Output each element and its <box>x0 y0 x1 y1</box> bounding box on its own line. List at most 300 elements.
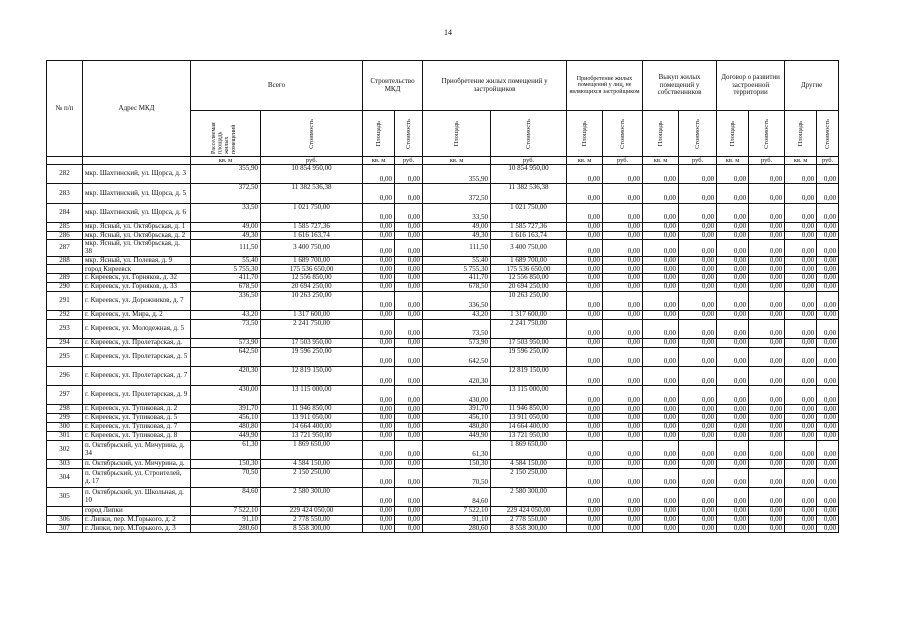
row-other-area: 0,00 <box>785 487 817 506</box>
row-total-cost: 12 819 150,00 <box>261 367 363 386</box>
row-number: 306 <box>47 515 83 524</box>
row-construction-cost: 0,00 <box>395 165 423 184</box>
row-number: 290 <box>47 283 83 292</box>
row-purchase-area: 33,50 <box>423 203 491 222</box>
header-contract: Договор о развитии застроенной территории <box>717 61 785 111</box>
row-resettled-area: 480,80 <box>191 422 261 431</box>
row-nondev-cost: 0,00 <box>603 440 643 459</box>
row-buyout-area: 0,00 <box>643 414 679 423</box>
table-row <box>47 184 839 203</box>
row-total-cost: 12 556 850,00 <box>261 274 363 283</box>
row-purchase-area: 456,10 <box>423 414 491 423</box>
row-purchase-cost: 19 596 250,00 <box>491 347 567 366</box>
row-purchase-area: 70,50 <box>423 468 491 487</box>
row-number: 304 <box>47 468 83 487</box>
row-construction-area: 0,00 <box>363 414 395 423</box>
row-contract-cost: 0,00 <box>749 347 785 366</box>
row-nondev-area: 0,00 <box>567 283 603 292</box>
row-contract-cost: 0,00 <box>749 311 785 320</box>
row-total-cost: 1 616 163,74 <box>261 231 363 240</box>
table-row <box>47 319 839 338</box>
row-construction-area: 0,00 <box>363 231 395 240</box>
row-number <box>47 265 83 274</box>
row-nondev-cost: 0,00 <box>603 203 643 222</box>
row-address: мкр. Ясный, ул. Октябрьская, д. 38 <box>83 240 191 256</box>
row-contract-cost: 0,00 <box>749 240 785 256</box>
row-other-area: 0,00 <box>785 311 817 320</box>
row-construction-cost: 0,00 <box>395 414 423 423</box>
row-resettled-area: 573,90 <box>191 339 261 348</box>
row-construction-cost: 0,00 <box>395 487 423 506</box>
row-resettled-area: 642,50 <box>191 347 261 366</box>
row-purchase-area: 150,30 <box>423 459 491 468</box>
row-nondev-cost: 0,00 <box>603 319 643 338</box>
row-buyout-cost: 0,00 <box>679 367 717 386</box>
table-row <box>47 311 839 320</box>
row-other-area: 0,00 <box>785 265 817 274</box>
header-cost: Стоимость <box>404 118 412 149</box>
row-other-cost: 0,00 <box>817 386 839 405</box>
row-buyout-area: 0,00 <box>643 468 679 487</box>
row-contract-area: 0,00 <box>717 405 749 414</box>
row-buyout-area: 0,00 <box>643 291 679 310</box>
table-row <box>47 440 839 459</box>
row-construction-cost: 0,00 <box>395 459 423 468</box>
row-nondev-cost: 0,00 <box>603 184 643 203</box>
row-address: п. Октябрьский, ул. Школьная, д. 10 <box>83 487 191 506</box>
row-number: 291 <box>47 291 83 310</box>
row-other-cost: 0,00 <box>817 468 839 487</box>
row-other-cost: 0,00 <box>817 265 839 274</box>
row-construction-area: 0,00 <box>363 240 395 256</box>
row-nondev-cost: 0,00 <box>603 291 643 310</box>
row-number: 293 <box>47 319 83 338</box>
unit-m2: кв. м <box>423 157 491 165</box>
row-number: 282 <box>47 165 83 184</box>
row-number: 301 <box>47 431 83 440</box>
header-total: Всего <box>191 61 363 111</box>
row-nondev-area: 0,00 <box>567 431 603 440</box>
row-address: г. Киреевск, ул. Молодежная, д. 5 <box>83 319 191 338</box>
row-construction-cost: 0,00 <box>395 405 423 414</box>
row-total-cost: 1 317 600,00 <box>261 311 363 320</box>
row-other-area: 0,00 <box>785 240 817 256</box>
row-number: 305 <box>47 487 83 506</box>
row-contract-area: 0,00 <box>717 203 749 222</box>
row-purchase-cost: 175 536 650,00 <box>491 265 567 274</box>
row-purchase-area: 111,50 <box>423 240 491 256</box>
row-buyout-area: 0,00 <box>643 256 679 265</box>
row-address: г. Киреевск, ул. Тупиковая, д. 2 <box>83 405 191 414</box>
row-nondev-cost: 0,00 <box>603 468 643 487</box>
row-construction-cost: 0,00 <box>395 222 423 231</box>
row-purchase-cost: 14 664 400,00 <box>491 422 567 431</box>
row-nondev-area: 0,00 <box>567 468 603 487</box>
row-total-cost: 2 580 300,00 <box>261 487 363 506</box>
row-construction-area: 0,00 <box>363 339 395 348</box>
row-construction-area: 0,00 <box>363 524 395 533</box>
row-buyout-area: 0,00 <box>643 319 679 338</box>
row-address: г. Киреевск, ул. Тупиковая, д. 8 <box>83 431 191 440</box>
table-row <box>47 240 839 256</box>
row-buyout-cost: 0,00 <box>679 414 717 423</box>
row-buyout-area: 0,00 <box>643 165 679 184</box>
table-row <box>47 367 839 386</box>
row-nondev-cost: 0,00 <box>603 165 643 184</box>
row-purchase-cost: 1 616 163,74 <box>491 231 567 240</box>
row-buyout-area: 0,00 <box>643 184 679 203</box>
row-total-cost: 175 536 650,00 <box>261 265 363 274</box>
unit-rub: руб. <box>603 157 643 165</box>
page-number: 14 <box>444 28 452 37</box>
row-total-cost: 13 911 050,00 <box>261 414 363 423</box>
row-purchase-cost: 17 503 950,00 <box>491 339 567 348</box>
row-nondev-area: 0,00 <box>567 311 603 320</box>
row-nondev-cost: 0,00 <box>603 414 643 423</box>
row-contract-cost: 0,00 <box>749 367 785 386</box>
row-total-cost: 2 778 550,00 <box>261 515 363 524</box>
row-buyout-area: 0,00 <box>643 311 679 320</box>
row-nondev-area: 0,00 <box>567 414 603 423</box>
row-total-cost: 11 382 536,38 <box>261 184 363 203</box>
row-nondev-area: 0,00 <box>567 524 603 533</box>
row-buyout-area: 0,00 <box>643 367 679 386</box>
row-buyout-cost: 0,00 <box>679 422 717 431</box>
row-construction-cost: 0,00 <box>395 256 423 265</box>
row-buyout-cost: 0,00 <box>679 165 717 184</box>
row-contract-area: 0,00 <box>717 347 749 366</box>
row-other-cost: 0,00 <box>817 405 839 414</box>
row-other-cost: 0,00 <box>817 347 839 366</box>
row-number: 300 <box>47 422 83 431</box>
row-other-area: 0,00 <box>785 347 817 366</box>
row-resettled-area: 456,10 <box>191 414 261 423</box>
row-contract-cost: 0,00 <box>749 506 785 515</box>
row-contract-area: 0,00 <box>717 231 749 240</box>
row-purchase-area: 355,90 <box>423 165 491 184</box>
row-other-area: 0,00 <box>785 468 817 487</box>
row-buyout-area: 0,00 <box>643 422 679 431</box>
row-nondev-area: 0,00 <box>567 515 603 524</box>
row-contract-area: 0,00 <box>717 256 749 265</box>
row-buyout-cost: 0,00 <box>679 231 717 240</box>
row-address: г. Киреевск, ул. Пролетарская, д. 7 <box>83 367 191 386</box>
row-contract-area: 0,00 <box>717 367 749 386</box>
row-buyout-cost: 0,00 <box>679 487 717 506</box>
row-construction-cost: 0,00 <box>395 291 423 310</box>
row-nondev-area: 0,00 <box>567 459 603 468</box>
table-row <box>47 274 839 283</box>
row-number: 299 <box>47 414 83 423</box>
unit-rub: руб. <box>817 157 839 165</box>
table-row <box>47 414 839 423</box>
row-number: 283 <box>47 184 83 203</box>
row-construction-area: 0,00 <box>363 165 395 184</box>
row-purchase-area: 7 522,10 <box>423 506 491 515</box>
table-row <box>47 165 839 184</box>
row-other-area: 0,00 <box>785 431 817 440</box>
row-purchase-area: 55,40 <box>423 256 491 265</box>
row-construction-area: 0,00 <box>363 203 395 222</box>
row-purchase-area: 336,50 <box>423 291 491 310</box>
row-contract-cost: 0,00 <box>749 165 785 184</box>
row-construction-cost: 0,00 <box>395 311 423 320</box>
row-resettled-area: 49,30 <box>191 231 261 240</box>
row-construction-cost: 0,00 <box>395 468 423 487</box>
row-contract-cost: 0,00 <box>749 319 785 338</box>
row-construction-cost: 0,00 <box>395 283 423 292</box>
row-other-area: 0,00 <box>785 386 817 405</box>
row-other-cost: 0,00 <box>817 274 839 283</box>
row-total-cost: 11 946 850,00 <box>261 405 363 414</box>
row-buyout-cost: 0,00 <box>679 222 717 231</box>
row-other-area: 0,00 <box>785 291 817 310</box>
row-construction-cost: 0,00 <box>395 231 423 240</box>
row-other-cost: 0,00 <box>817 184 839 203</box>
row-other-area: 0,00 <box>785 283 817 292</box>
row-purchase-area: 49,00 <box>423 222 491 231</box>
row-purchase-cost: 12 556 850,00 <box>491 274 567 283</box>
row-contract-area: 0,00 <box>717 265 749 274</box>
row-total-cost: 3 400 750,00 <box>261 240 363 256</box>
row-nondev-cost: 0,00 <box>603 256 643 265</box>
row-address: г. Киреевск, ул. Тупиковая, д. 5 <box>83 414 191 423</box>
row-purchase-area: 84,60 <box>423 487 491 506</box>
row-total-cost: 14 664 400,00 <box>261 422 363 431</box>
row-resettled-area: 280,60 <box>191 524 261 533</box>
row-contract-cost: 0,00 <box>749 524 785 533</box>
row-purchase-cost: 13 721 950,00 <box>491 431 567 440</box>
row-other-area: 0,00 <box>785 319 817 338</box>
row-contract-area: 0,00 <box>717 515 749 524</box>
row-number: 297 <box>47 386 83 405</box>
row-construction-area: 0,00 <box>363 311 395 320</box>
row-other-cost: 0,00 <box>817 339 839 348</box>
row-address: мкр. Ясный, ул. Октябрьская, д. 2 <box>83 231 191 240</box>
row-purchase-cost: 3 400 750,00 <box>491 240 567 256</box>
row-buyout-cost: 0,00 <box>679 283 717 292</box>
row-nondev-cost: 0,00 <box>603 311 643 320</box>
row-contract-area: 0,00 <box>717 459 749 468</box>
row-nondev-area: 0,00 <box>567 222 603 231</box>
row-construction-area: 0,00 <box>363 283 395 292</box>
header-buyout: Выкуп жилых помещений у собственников <box>643 61 717 111</box>
row-purchase-area: 280,60 <box>423 524 491 533</box>
row-total-cost: 10 263 250,00 <box>261 291 363 310</box>
row-address: мкр. Шахтинский, ул. Щорса, д. 3 <box>83 165 191 184</box>
unit-m2: кв. м <box>717 157 749 165</box>
row-resettled-area: 70,50 <box>191 468 261 487</box>
row-contract-area: 0,00 <box>717 506 749 515</box>
row-other-cost: 0,00 <box>817 240 839 256</box>
header-resettled-area: Расселяемая площадь жилых помещений <box>210 121 237 154</box>
row-total-cost: 2 241 750,00 <box>261 319 363 338</box>
row-construction-area: 0,00 <box>363 274 395 283</box>
row-address: г. Киреевск, ул. Горняков, д. 33 <box>83 283 191 292</box>
row-resettled-area: 7 522,10 <box>191 506 261 515</box>
row-other-area: 0,00 <box>785 524 817 533</box>
row-other-area: 0,00 <box>785 367 817 386</box>
table-row <box>47 405 839 414</box>
header-cost: Стоимость <box>693 118 701 149</box>
row-buyout-cost: 0,00 <box>679 405 717 414</box>
row-other-cost: 0,00 <box>817 319 839 338</box>
row-number: 287 <box>47 240 83 256</box>
row-other-cost: 0,00 <box>817 231 839 240</box>
row-construction-area: 0,00 <box>363 367 395 386</box>
header-num: № п/п <box>47 61 83 157</box>
row-resettled-area: 336,50 <box>191 291 261 310</box>
row-other-cost: 0,00 <box>817 422 839 431</box>
row-resettled-area: 84,60 <box>191 487 261 506</box>
row-other-area: 0,00 <box>785 515 817 524</box>
row-buyout-cost: 0,00 <box>679 240 717 256</box>
row-construction-cost: 0,00 <box>395 515 423 524</box>
row-nondev-cost: 0,00 <box>603 283 643 292</box>
row-resettled-area: 430,00 <box>191 386 261 405</box>
row-contract-cost: 0,00 <box>749 283 785 292</box>
row-construction-area: 0,00 <box>363 431 395 440</box>
row-purchase-area: 573,90 <box>423 339 491 348</box>
table-row <box>47 339 839 348</box>
row-other-area: 0,00 <box>785 203 817 222</box>
row-total-cost: 229 424 050,00 <box>261 506 363 515</box>
row-construction-area: 0,00 <box>363 222 395 231</box>
row-number: 286 <box>47 231 83 240</box>
row-nondev-cost: 0,00 <box>603 274 643 283</box>
row-other-cost: 0,00 <box>817 506 839 515</box>
header-area: Площадь <box>797 120 804 147</box>
row-other-area: 0,00 <box>785 256 817 265</box>
header-area: Площадь <box>374 120 382 147</box>
table-row <box>47 459 839 468</box>
row-resettled-area: 61,30 <box>191 440 261 459</box>
row-contract-area: 0,00 <box>717 184 749 203</box>
row-nondev-area: 0,00 <box>567 203 603 222</box>
row-nondev-cost: 0,00 <box>603 240 643 256</box>
header-cost: Стоимость <box>763 118 770 149</box>
row-construction-cost: 0,00 <box>395 440 423 459</box>
row-other-cost: 0,00 <box>817 459 839 468</box>
table-row <box>47 487 839 506</box>
row-other-cost: 0,00 <box>817 203 839 222</box>
row-other-area: 0,00 <box>785 184 817 203</box>
unit-m2: кв. м <box>363 157 395 165</box>
row-other-cost: 0,00 <box>817 256 839 265</box>
row-construction-area: 0,00 <box>363 405 395 414</box>
row-buyout-cost: 0,00 <box>679 203 717 222</box>
row-number: 307 <box>47 524 83 533</box>
row-other-area: 0,00 <box>785 414 817 423</box>
row-nondev-area: 0,00 <box>567 274 603 283</box>
row-construction-area: 0,00 <box>363 256 395 265</box>
unit-rub: руб. <box>491 157 567 165</box>
row-construction-cost: 0,00 <box>395 386 423 405</box>
header-purchase-dev: Приобретение жилых помещений у застройщиков <box>423 61 567 111</box>
row-other-cost: 0,00 <box>817 431 839 440</box>
row-address: мкр. Шахтинский, ул. Щорса, д. 6 <box>83 203 191 222</box>
row-purchase-area: 372,50 <box>423 184 491 203</box>
row-purchase-cost: 2 778 550,00 <box>491 515 567 524</box>
row-resettled-area: 150,30 <box>191 459 261 468</box>
row-resettled-area: 678,50 <box>191 283 261 292</box>
row-resettled-area: 49,00 <box>191 222 261 231</box>
row-number: 296 <box>47 367 83 386</box>
row-buyout-cost: 0,00 <box>679 386 717 405</box>
row-buyout-cost: 0,00 <box>679 506 717 515</box>
row-number: 294 <box>47 339 83 348</box>
row-construction-cost: 0,00 <box>395 367 423 386</box>
table-row <box>47 231 839 240</box>
row-resettled-area: 372,50 <box>191 184 261 203</box>
unit-m2: кв. м <box>785 157 817 165</box>
row-nondev-cost: 0,00 <box>603 231 643 240</box>
row-resettled-area: 5 755,30 <box>191 265 261 274</box>
row-buyout-area: 0,00 <box>643 405 679 414</box>
row-nondev-area: 0,00 <box>567 231 603 240</box>
row-resettled-area: 91,10 <box>191 515 261 524</box>
row-construction-cost: 0,00 <box>395 184 423 203</box>
row-total-cost: 10 854 950,00 <box>261 165 363 184</box>
row-contract-area: 0,00 <box>717 487 749 506</box>
row-purchase-area: 391,70 <box>423 405 491 414</box>
row-contract-cost: 0,00 <box>749 405 785 414</box>
row-contract-area: 0,00 <box>717 468 749 487</box>
row-buyout-area: 0,00 <box>643 440 679 459</box>
row-contract-cost: 0,00 <box>749 291 785 310</box>
row-buyout-area: 0,00 <box>643 265 679 274</box>
row-purchase-cost: 229 424 050,00 <box>491 506 567 515</box>
row-purchase-cost: 10 854 950,00 <box>491 165 567 184</box>
row-other-area: 0,00 <box>785 165 817 184</box>
row-construction-area: 0,00 <box>363 184 395 203</box>
header-cost: Стоимость <box>524 118 532 149</box>
row-contract-cost: 0,00 <box>749 265 785 274</box>
row-number: 292 <box>47 311 83 320</box>
table-row <box>47 256 839 265</box>
table-row <box>47 222 839 231</box>
row-resettled-area: 355,90 <box>191 165 261 184</box>
row-resettled-area: 449,90 <box>191 431 261 440</box>
row-buyout-area: 0,00 <box>643 487 679 506</box>
row-purchase-cost: 1 689 700,00 <box>491 256 567 265</box>
row-buyout-cost: 0,00 <box>679 311 717 320</box>
row-total-cost: 13 115 000,00 <box>261 386 363 405</box>
row-address: г. Липки, пер. М.Горького, д. 3 <box>83 524 191 533</box>
row-nondev-cost: 0,00 <box>603 524 643 533</box>
row-nondev-cost: 0,00 <box>603 487 643 506</box>
row-other-cost: 0,00 <box>817 440 839 459</box>
row-resettled-area: 43,20 <box>191 311 261 320</box>
row-number: 302 <box>47 440 83 459</box>
row-total-cost: 17 503 950,00 <box>261 339 363 348</box>
row-contract-cost: 0,00 <box>749 274 785 283</box>
row-resettled-area: 420,30 <box>191 367 261 386</box>
row-other-cost: 0,00 <box>817 487 839 506</box>
row-nondev-area: 0,00 <box>567 405 603 414</box>
row-contract-area: 0,00 <box>717 414 749 423</box>
row-address: п. Октябрьский, ул. Мичурина, д. 34 <box>83 440 191 459</box>
table-row <box>47 506 839 515</box>
row-other-cost: 0,00 <box>817 283 839 292</box>
row-nondev-area: 0,00 <box>567 422 603 431</box>
row-construction-cost: 0,00 <box>395 347 423 366</box>
row-contract-cost: 0,00 <box>749 440 785 459</box>
row-contract-cost: 0,00 <box>749 468 785 487</box>
row-contract-area: 0,00 <box>717 386 749 405</box>
row-buyout-cost: 0,00 <box>679 431 717 440</box>
row-buyout-cost: 0,00 <box>679 319 717 338</box>
